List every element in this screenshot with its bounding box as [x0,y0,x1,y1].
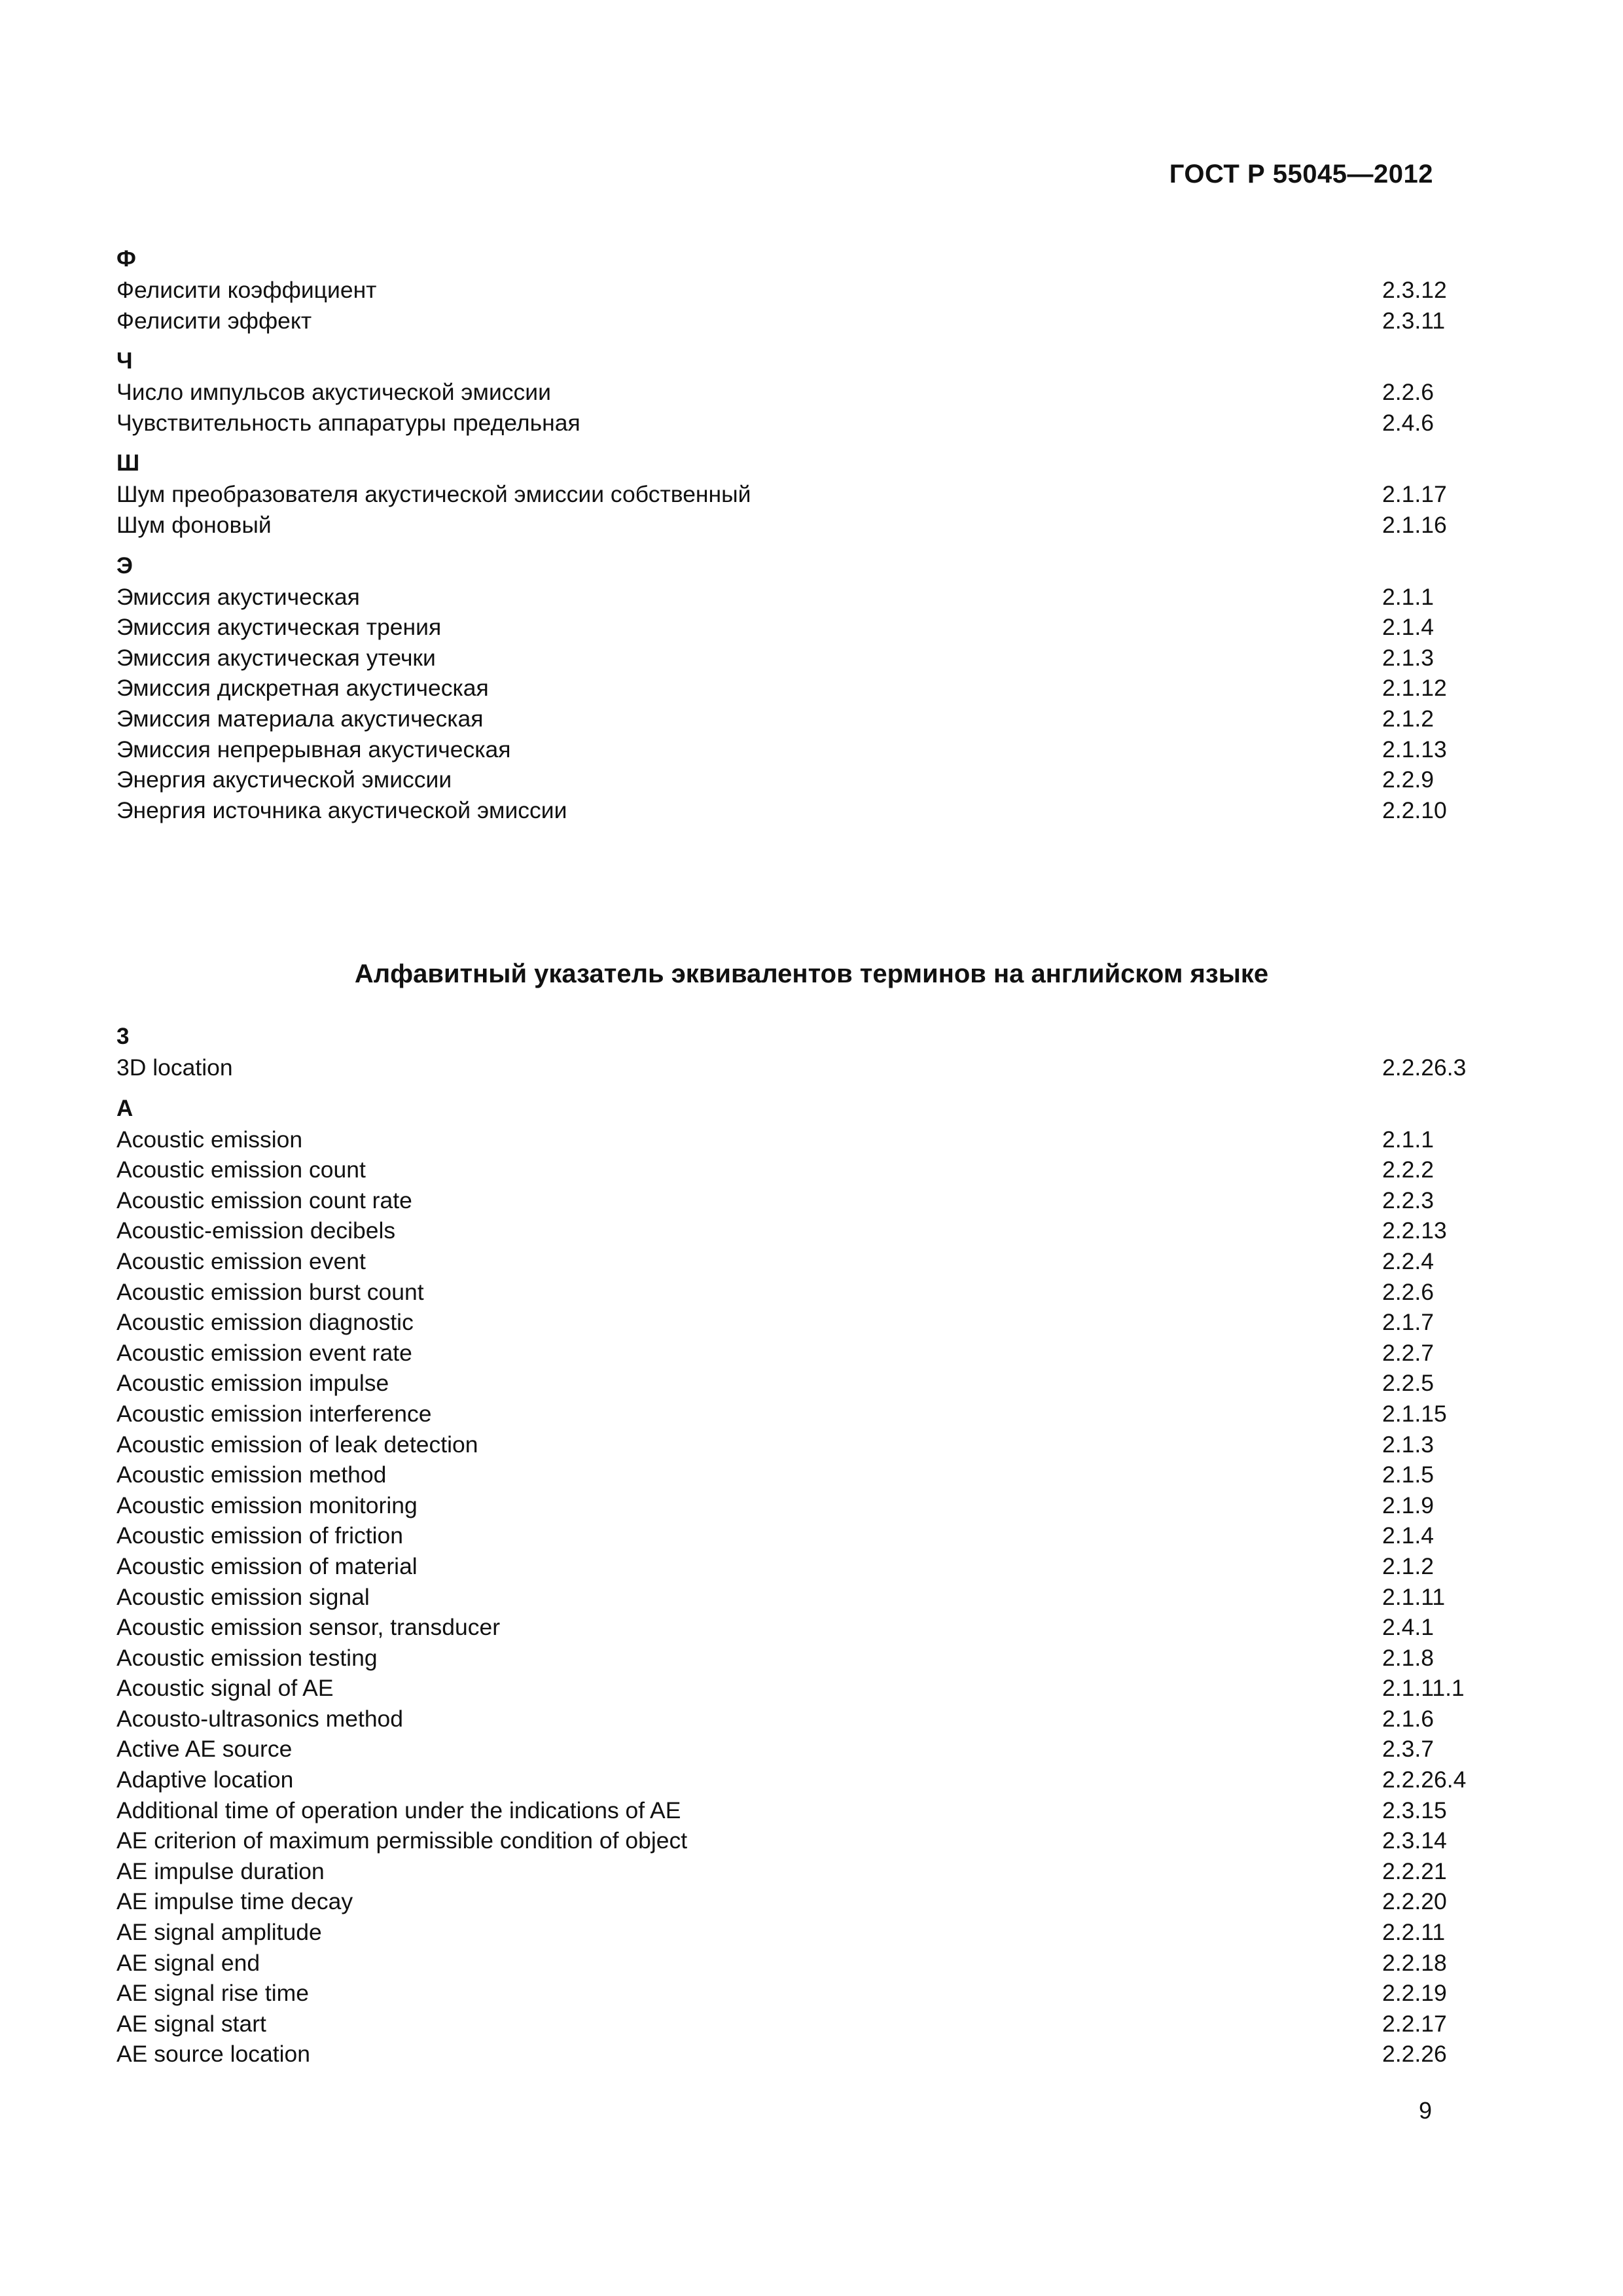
index-entry-reference: 2.2.18 [1382,1949,1447,1976]
index-entry-reference: 2.3.14 [1382,1827,1447,1854]
index-entry [116,795,1471,826]
index-entry-reference: 2.1.8 [1382,1644,1434,1671]
index-entry-reference: 2.2.2 [1382,1157,1434,1183]
index-entry-term: Шум фоновый [116,511,272,538]
index-entry-term: Acoustic emission testing [116,1644,378,1671]
index-entry-reference: 2.2.21 [1382,1857,1447,1884]
index-entry-reference: 2.1.4 [1382,1522,1434,1549]
index-entry-term: Эмиссия дискретная акустическая [116,675,489,702]
index-entry-term: Acousto-ultrasonics method [116,1705,404,1732]
index-entry-reference: 2.1.6 [1382,1705,1434,1732]
index-entry [116,2039,1471,2070]
index-entry-reference: 2.1.9 [1382,1492,1434,1518]
index-entry [116,1124,1471,1155]
index-entry-reference: 2.2.5 [1382,1370,1434,1397]
index-entry-reference: 2.1.1 [1382,1126,1434,1153]
index-entry-term: Acoustic emission diagnostic [116,1309,414,1336]
index-entry [116,275,1471,306]
index-entry-reference: 2.2.26 [1382,2041,1447,2068]
index-entry-reference: 2.1.2 [1382,705,1434,732]
index-entry [116,764,1471,795]
index-entry-reference: 2.1.15 [1382,1400,1447,1427]
index-entry [116,510,1471,541]
index-entry [116,1490,1471,1521]
index-entry-reference: 2.1.2 [1382,1552,1434,1579]
index-entry-term: Acoustic emission of material [116,1552,418,1579]
index-entry-reference: 2.2.7 [1382,1339,1434,1366]
index-entry [116,1643,1471,1674]
index-entry [116,1052,1471,1083]
index-entry-term: AE signal start [116,2010,266,2037]
index-entry-term: Чувствительность аппаратуры предельная [116,409,580,436]
index-entry [116,1734,1471,1765]
index-entry [116,479,1471,510]
index-letter-group [116,448,1471,540]
index-entry [116,1886,1471,1917]
index-entry-term: Acoustic signal of AE [116,1675,334,1702]
index-entry-reference: 2.1.1 [1382,583,1434,610]
index-entry [116,1825,1471,1856]
index-entry-reference: 2.2.13 [1382,1217,1447,1244]
index-entry-reference: 2.4.6 [1382,409,1434,436]
index-entry [116,306,1471,336]
index-entry-term: Acoustic emission count [116,1157,366,1183]
index-entry [116,1948,1471,1979]
index-entry [116,408,1471,439]
index-entry [116,1460,1471,1490]
index-entry-term: Acoustic emission sensor, transducer [116,1614,501,1641]
document-code-header: ГОСТ Р 55045—2012 [1169,160,1433,188]
index-entry [116,612,1471,643]
index-entry [116,1399,1471,1429]
index-entry [116,1246,1471,1277]
index-entry-term: Acoustic emission method [116,1462,387,1488]
index-entry-reference: 2.2.6 [1382,379,1434,406]
index-letter-group [116,346,1471,438]
index-entry [116,1551,1471,1582]
index-entry-reference: 2.3.11 [1382,307,1446,334]
index-entry-term: Additional time of operation under the indications of AE [116,1797,681,1823]
index-entry [116,1155,1471,1185]
index-entry-term: 3D location [116,1054,233,1081]
index-entry-term: AE impulse duration [116,1857,325,1884]
index-entry-reference: 2.2.26.4 [1382,1767,1467,1793]
index-entry [116,1917,1471,1948]
index-entry-reference: 2.1.3 [1382,644,1434,671]
index-entry-reference: 2.2.9 [1382,766,1434,793]
index-entry-term: Эмиссия материала акустическая [116,705,484,732]
russian-term-index [116,243,1471,825]
index-entry-reference: 2.1.11 [1382,1583,1446,1610]
index-entry [116,1368,1471,1399]
index-entry [116,1612,1471,1643]
index-letter-heading: A [116,1095,134,1121]
index-entry [116,1429,1471,1460]
section-title: Алфавитный указатель эквивалентов терминов на английском языке [354,960,1269,988]
index-entry-term: Acoustic emission of leak detection [116,1431,478,1458]
index-letter-heading: Ф [116,246,136,272]
index-entry [116,582,1471,613]
index-entry-term: Энергия акустической эмиссии [116,766,452,793]
index-entry-term: AE source location [116,2041,310,2068]
index-entry-term: Эмиссия акустическая трения [116,614,442,641]
index-entry-term: AE signal rise time [116,1980,309,2007]
index-entry-term: Эмиссия непрерывная акустическая [116,736,511,762]
index-entry-reference: 2.2.10 [1382,797,1447,823]
index-entry-reference: 2.1.17 [1382,481,1447,508]
index-letter-heading: Ч [116,348,133,374]
index-entry-term: Энергия источника акустической эмиссии [116,797,567,823]
index-entry [116,1795,1471,1826]
index-entry-term: Acoustic emission [116,1126,303,1153]
index-entry-term: AE signal end [116,1949,260,1976]
index-entry [116,1978,1471,2009]
index-entry-term: Эмиссия акустическая утечки [116,644,436,671]
index-entry [116,734,1471,765]
index-entry-term: Acoustic emission signal [116,1583,370,1610]
index-entry-reference: 2.2.3 [1382,1187,1434,1213]
index-entry [116,704,1471,734]
index-entry [116,673,1471,704]
index-entry-term: Число импульсов акустической эмиссии [116,379,551,406]
index-entry-term: Шум преобразователя акустической эмиссии собственный [116,481,751,508]
index-entry-term: Фелисити эффект [116,307,312,334]
index-entry [116,1582,1471,1613]
index-entry [116,1185,1471,1216]
index-entry-term: Acoustic emission event rate [116,1339,412,1366]
index-letter-group [116,1093,1471,2070]
index-entry-term: Фелисити коэффициент [116,277,377,303]
index-entry-reference: 2.1.4 [1382,614,1434,641]
index-entry-reference: 2.3.15 [1382,1797,1447,1823]
index-entry-reference: 2.2.4 [1382,1247,1434,1274]
index-entry-term: Active AE source [116,1736,293,1763]
index-entry-term: Эмиссия акустическая [116,583,360,610]
index-entry-term: AE criterion of maximum permissible condition of object [116,1827,688,1854]
index-entry-reference: 2.1.11.1 [1382,1675,1465,1702]
index-entry [116,1704,1471,1734]
index-entry-term: Acoustic emission of friction [116,1522,403,1549]
index-entry-reference: 2.1.12 [1382,675,1447,702]
index-entry-term: Acoustic emission monitoring [116,1492,418,1518]
index-entry [116,1520,1471,1551]
index-entry-reference: 2.2.20 [1382,1888,1447,1915]
index-entry-reference: 2.2.6 [1382,1278,1434,1305]
index-letter-heading: 3 [116,1024,130,1049]
index-entry [116,1277,1471,1308]
index-entry-term: Acoustic emission impulse [116,1370,389,1397]
index-entry-term: Adaptive location [116,1767,294,1793]
index-entry-reference: 2.2.11 [1382,1919,1446,1946]
index-entry-term: AE signal amplitude [116,1919,322,1946]
index-letter-group [116,1021,1471,1083]
index-entry-reference: 2.1.3 [1382,1431,1434,1458]
index-entry [116,1765,1471,1795]
index-entry-term: Acoustic emission burst count [116,1278,424,1305]
index-entry-term: Acoustic emission interference [116,1400,432,1427]
index-entry-term: AE impulse time decay [116,1888,353,1915]
index-entry [116,643,1471,673]
index-letter-group [116,550,1471,826]
index-entry [116,1856,1471,1887]
index-entry-term: Acoustic-emission decibels [116,1217,396,1244]
index-entry-reference: 2.3.7 [1382,1736,1434,1763]
index-entry-reference: 2.1.5 [1382,1462,1434,1488]
index-entry [116,1673,1471,1704]
index-entry-term: Acoustic emission count rate [116,1187,412,1213]
index-entry-term: Acoustic emission event [116,1247,366,1274]
index-entry-reference: 2.1.16 [1382,511,1447,538]
english-term-index [116,1021,1471,2070]
index-entry [116,377,1471,408]
index-entry-reference: 2.3.12 [1382,277,1447,303]
index-entry-reference: 2.2.26.3 [1382,1054,1467,1081]
index-entry [116,1307,1471,1338]
index-entry-reference: 2.1.13 [1382,736,1447,762]
index-letter-group [116,243,1471,336]
index-entry [116,1338,1471,1369]
index-entry [116,1215,1471,1246]
index-entry-reference: 2.4.1 [1382,1614,1434,1641]
index-entry-reference: 2.1.7 [1382,1309,1434,1336]
page-number: 9 [1418,2097,1432,2124]
index-letter-heading: Ш [116,450,140,476]
index-entry-reference: 2.2.19 [1382,1980,1447,2007]
index-entry-reference: 2.2.17 [1382,2010,1447,2037]
index-letter-heading: Э [116,552,133,579]
index-entry [116,2009,1471,2039]
